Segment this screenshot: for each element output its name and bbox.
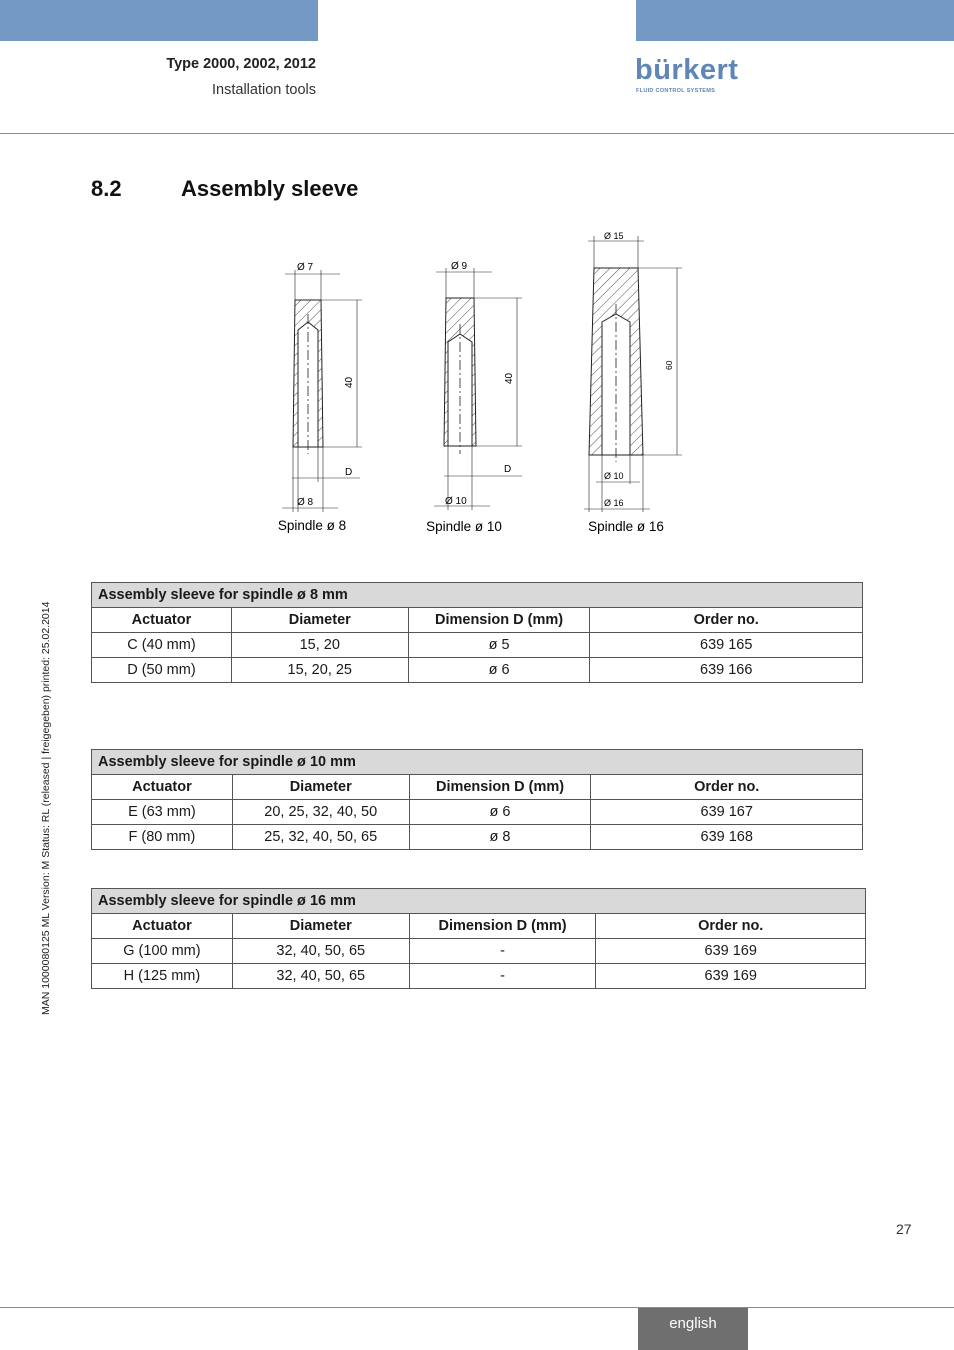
dimension-d-label: D — [504, 464, 512, 475]
bottom-diameter-label: Ø 8 — [297, 497, 314, 508]
drawing-caption: Spindle ø 10 — [426, 519, 502, 534]
top-diameter-label: Ø 9 — [451, 261, 468, 272]
assembly-sleeve-drawings — [240, 222, 720, 542]
drawing-spindle-16 — [584, 231, 682, 534]
document-type: Type 2000, 2002, 2012 — [166, 56, 316, 72]
document-subtitle: Installation tools — [212, 82, 316, 98]
page-number: 27 — [896, 1221, 912, 1237]
table-row — [92, 939, 866, 964]
inner-diameter-label: Ø 10 — [604, 471, 624, 481]
top-diameter-label: Ø 7 — [297, 262, 314, 273]
table-cell: F (80 mm) — [92, 825, 233, 850]
length-label: 40 — [344, 376, 355, 388]
bottom-diameter-label: Ø 10 — [445, 496, 467, 507]
table-cell: ø 8 — [409, 825, 591, 850]
document-info-vertical: MAN 1000080125 ML Version: M Status: RL (released | freigegeben) printed: 25.02.2014 — [40, 601, 52, 1015]
bottom-diameter-label: Ø 16 — [604, 498, 624, 508]
table-cell: 639 168 — [591, 825, 863, 850]
table-caption: Assembly sleeve for spindle ø 16 mm — [92, 889, 866, 914]
table-cell: H (125 mm) — [92, 964, 233, 989]
table-cell: G (100 mm) — [92, 939, 233, 964]
table-cell: 639 169 — [596, 939, 866, 964]
table-spindle-16 — [91, 888, 866, 989]
table-row — [92, 633, 863, 658]
table-caption: Assembly sleeve for spindle ø 10 mm — [92, 750, 863, 775]
table-spindle-8 — [91, 582, 863, 683]
column-header: Order no. — [591, 775, 863, 800]
drawing-spindle-8 — [278, 262, 362, 533]
drawing-spindle-10 — [426, 261, 522, 534]
table-cell: 25, 32, 40, 50, 65 — [232, 825, 409, 850]
length-label: 40 — [504, 372, 515, 384]
table-cell: 32, 40, 50, 65 — [232, 939, 409, 964]
column-header: Order no. — [596, 914, 866, 939]
table-cell: E (63 mm) — [92, 800, 233, 825]
section-title: Assembly sleeve — [181, 176, 359, 201]
table-row — [92, 658, 863, 683]
table-header-row — [92, 914, 866, 939]
header-divider — [0, 133, 954, 134]
column-header: Diameter — [231, 608, 408, 633]
header-bar-right — [636, 0, 954, 41]
table-cell: 15, 20, 25 — [231, 658, 408, 683]
table-cell: ø 5 — [408, 633, 590, 658]
table-cell: 15, 20 — [231, 633, 408, 658]
table-row — [92, 825, 863, 850]
drawing-caption: Spindle ø 16 — [588, 519, 664, 534]
column-header: Actuator — [92, 914, 233, 939]
column-header: Order no. — [590, 608, 863, 633]
column-header: Dimension D (mm) — [409, 775, 591, 800]
table-cell: D (50 mm) — [92, 658, 232, 683]
table-header-row — [92, 775, 863, 800]
column-header: Diameter — [232, 914, 409, 939]
table-cell: - — [409, 964, 596, 989]
column-header: Dimension D (mm) — [408, 608, 590, 633]
table-cell: 20, 25, 32, 40, 50 — [232, 800, 409, 825]
table-cell: C (40 mm) — [92, 633, 232, 658]
table-cell: 639 169 — [596, 964, 866, 989]
table-cell: 639 166 — [590, 658, 863, 683]
header-bar-left — [0, 0, 318, 41]
column-header: Dimension D (mm) — [409, 914, 596, 939]
table-cell: 32, 40, 50, 65 — [232, 964, 409, 989]
drawing-caption: Spindle ø 8 — [277, 518, 347, 533]
footer-divider — [0, 1307, 954, 1308]
language-tab: english — [638, 1308, 748, 1350]
table-spindle-10 — [91, 749, 863, 850]
column-header: Diameter — [232, 775, 409, 800]
table-cell: 639 167 — [591, 800, 863, 825]
column-header: Actuator — [92, 775, 233, 800]
logo-wordmark: bürkert — [635, 54, 739, 86]
dimension-d-label: D — [345, 467, 353, 478]
table-caption: Assembly sleeve for spindle ø 8 mm — [92, 583, 863, 608]
table-cell: 639 165 — [590, 633, 863, 658]
table-cell: ø 6 — [409, 800, 591, 825]
section-heading — [91, 176, 358, 202]
table-header-row — [92, 608, 863, 633]
column-header: Actuator — [92, 608, 232, 633]
burkert-logo — [635, 54, 739, 98]
table-cell: ø 6 — [408, 658, 590, 683]
table-row — [92, 964, 866, 989]
top-diameter-label: Ø 15 — [604, 231, 624, 241]
logo-tagline: FLUID CONTROL SYSTEMS — [636, 88, 716, 94]
length-label: 60 — [664, 360, 674, 370]
table-row — [92, 800, 863, 825]
section-number: 8.2 — [91, 176, 122, 201]
table-cell: - — [409, 939, 596, 964]
